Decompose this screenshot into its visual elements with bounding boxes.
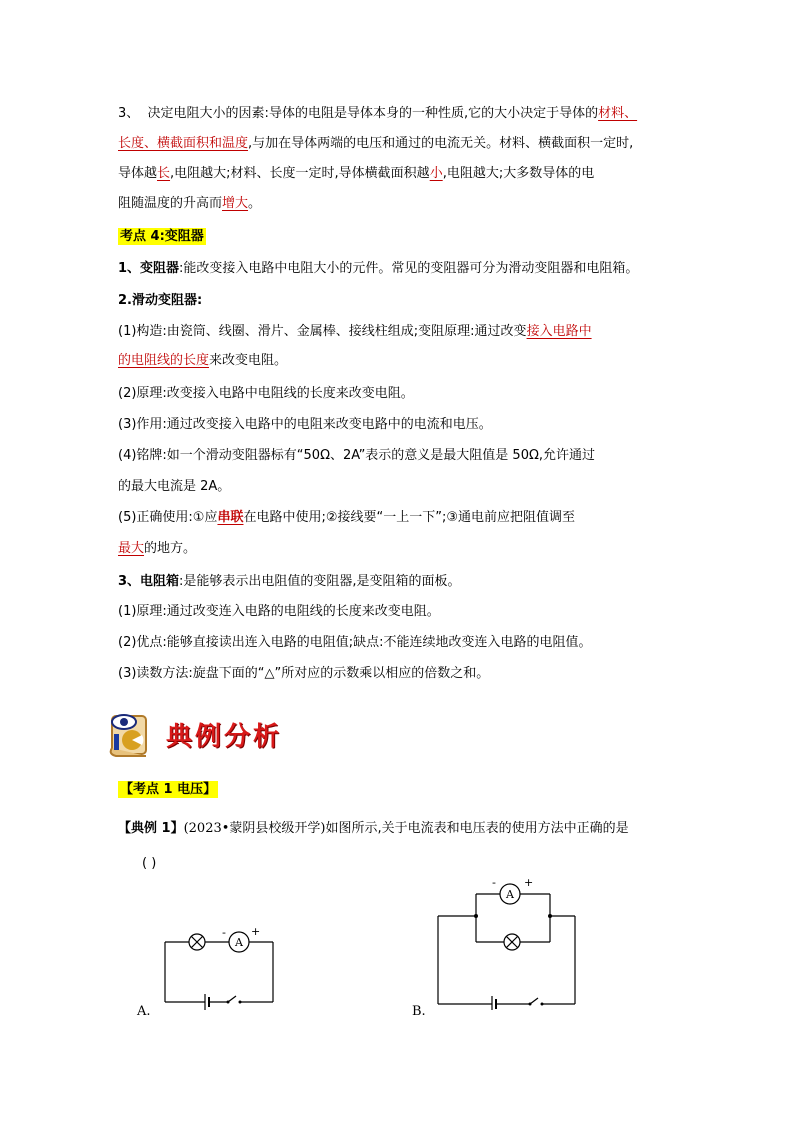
- point4-heading: 考点 4:变阻器: [120, 229, 204, 244]
- point4-s1-line1: (1)构造:由瓷筒、线圈、滑片、金属棒、接线柱组成;变阻原理:通过改变接入电路中: [118, 324, 592, 339]
- point4-b3: (3)读数方法:旋盘下面的“△”所对应的示数乘以相应的倍数之和。: [118, 666, 490, 681]
- svg-text:-: -: [222, 926, 226, 939]
- battery-icon: [205, 994, 209, 1010]
- section3-line4: 阻随温度的升高而增大。: [118, 196, 262, 211]
- point4-item1: 1、变阻器:能改变接入电路中电阻大小的元件。常见的变阻器可分为滑动变阻器和电阻箱。: [118, 261, 639, 276]
- section3-line2: 长度、横截面积和温度,与加在导体两端的电压和通过的电流无关。材料、横截面积一定时,: [118, 136, 634, 151]
- highlight-length-area-temp: 长度、横截面积和温度: [118, 136, 249, 151]
- example-banner: [106, 708, 291, 762]
- point4-item2-title: 2.滑动变阻器:: [118, 293, 203, 308]
- point4-s4-line2: 的最大电流是 2A。: [118, 479, 231, 494]
- option-a-label: A.: [137, 1004, 151, 1019]
- svg-text:A: A: [506, 888, 514, 901]
- point4-item3: 3、电阻箱:是能够表示出电阻值的变阻器,是变阻箱的面板。: [118, 574, 461, 589]
- svg-text:A: A: [235, 936, 243, 949]
- svg-text:+: +: [524, 876, 534, 889]
- circuit-diagram-a: [158, 926, 288, 1016]
- option-b-label: B.: [412, 1004, 426, 1019]
- svg-text:+: +: [251, 926, 261, 938]
- battery-icon: [492, 996, 496, 1010]
- answer-blank: ( ): [142, 856, 157, 871]
- section3-line1: 3、 决定电阻大小的因素:导体的电阻是导体本身的一种性质,它的大小决定于导体的材料、: [118, 106, 638, 121]
- switch-icon: [227, 1001, 242, 1004]
- circuit-diagram-b: [432, 870, 582, 1010]
- point4-b1: (1)原理:通过改变连入电路的电阻线的长度来改变电阻。: [118, 604, 440, 619]
- point4-s4-line1: (4)铭牌:如一个滑动变阻器标有“50Ω、2A”表示的意义是最大阻值是 50Ω,允许通过: [118, 448, 596, 463]
- point4-s5-line1: (5)正确使用:①应串联在电路中使用;②接线要“一上一下”;③通电前应把阻值调至: [118, 510, 576, 525]
- point4-s2: (2)原理:改变接入电路中电阻线的长度来改变电阻。: [118, 386, 414, 401]
- exam-point-tag: 【考点 1 电压】: [120, 782, 217, 797]
- switch-icon: [529, 1003, 544, 1006]
- banner-title: 典例分析: [166, 722, 283, 752]
- point4-s3: (3)作用:通过改变接入电路中的电阻来改变电路中的电流和电压。: [118, 417, 492, 432]
- ammeter-icon: [500, 884, 520, 904]
- scroll-eye-icon: [106, 708, 158, 760]
- section3-line3: 导体越长,电阻越大;材料、长度一定时,导体横截面积越小,电阻越大;大多数导体的电: [118, 166, 595, 181]
- svg-text:-: -: [492, 876, 496, 889]
- highlight-materials: 材料、: [598, 106, 638, 121]
- point4-s1-line2: 的电阻线的长度来改变电阻。: [118, 353, 288, 368]
- ammeter-icon: [229, 932, 249, 952]
- example-question: 【典例 1】(2023•蒙阴县校级开学)如图所示,关于电流表和电压表的使用方法中正确的是: [118, 821, 629, 836]
- point4-s5-line2: 最大的地方。: [118, 541, 197, 556]
- lamp-icon: [189, 934, 205, 950]
- point4-b2: (2)优点:能够直接读出连入电路的电阻值;缺点:不能连续地改变连入电路的电阻值。: [118, 635, 592, 650]
- lamp-icon: [504, 934, 520, 950]
